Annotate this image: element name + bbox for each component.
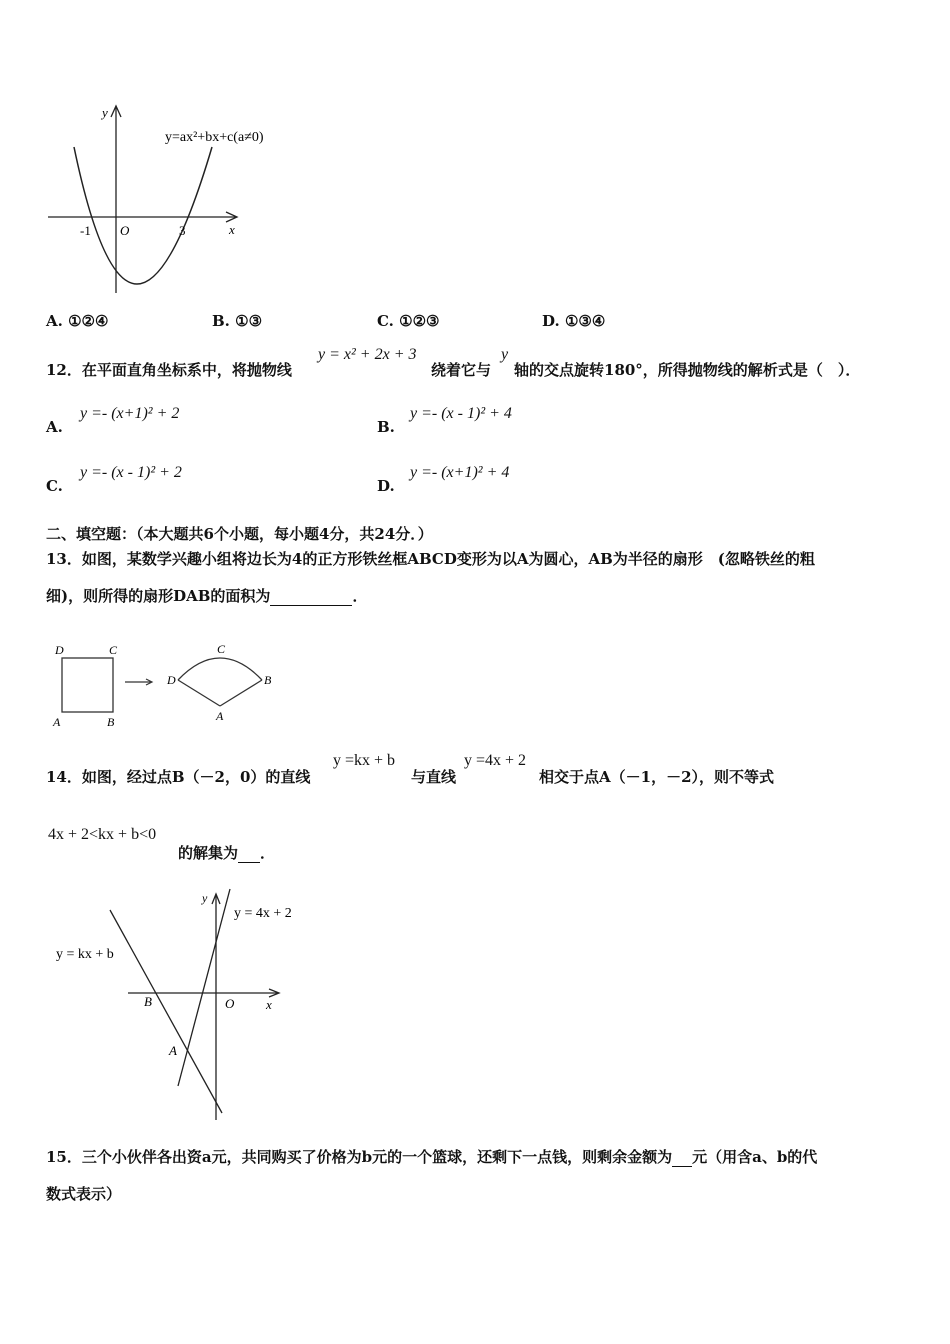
fig11-origin: O xyxy=(120,223,130,238)
q13-line2-text: 细)，则所得的扇形DAB的面积为 xyxy=(46,587,271,605)
q12-option-c-label[interactable]: C. xyxy=(46,477,63,495)
fig11-equation: y=ax²+bx+c(a≠0) xyxy=(165,130,264,145)
fig14-point-A: A xyxy=(169,1043,177,1058)
q15-line1-end: 元（用含a、b的代 xyxy=(692,1148,818,1166)
q12-suffix: 轴的交点旋转180°，所得抛物线的解析式是（ ）． xyxy=(514,361,861,379)
fig14-x-label: x xyxy=(266,997,272,1012)
q14-ineq-suffix: 的解集为 xyxy=(178,844,239,862)
two-lines-figure xyxy=(48,880,318,1130)
q11-option-b-value: ①③ xyxy=(235,312,263,330)
q11-option-c[interactable] xyxy=(377,312,439,330)
q15-line1 xyxy=(46,1146,817,1167)
q11-option-a-value: ①②④ xyxy=(68,312,109,330)
q13-line2-end: ． xyxy=(352,587,368,605)
fig13-sector-D: D xyxy=(167,673,176,687)
q14-prefix: 14．如图，经过点B（－2，0）的直线 xyxy=(46,768,311,786)
section-2-heading: 二、填空题：（本大题共6个小题，每小题4分，共24分．） xyxy=(46,525,433,543)
q15-line1-text: 15．三个小伙伴各出资a元，共同购买了价格为b元的一个篮球，还剩下一点钱，则剩余金额为 xyxy=(46,1148,673,1166)
fig13-square-D: D xyxy=(55,643,64,657)
q14-suffix: 相交于点A（－1，－2），则不等式 xyxy=(539,768,775,786)
q11-option-c-value: ①②③ xyxy=(399,312,440,330)
q15-answer-blank[interactable] xyxy=(672,1148,692,1167)
q11-option-c-label: C. xyxy=(377,312,394,330)
fig13-sector-B: B xyxy=(264,673,272,687)
q11-option-a[interactable] xyxy=(46,312,108,330)
fig13-square xyxy=(62,658,113,712)
fig14-y-label: y xyxy=(202,891,208,905)
q11-option-b-label: B. xyxy=(212,312,230,330)
fig14-line2-label: y = 4x + 2 xyxy=(234,906,292,921)
q12-var: y xyxy=(501,346,509,363)
q12-mid: 绕着它与 xyxy=(431,361,492,379)
q12-prefix: 12．在平面直角坐标系中，将抛物线 xyxy=(46,361,292,379)
q14-formula1: y =kx + b xyxy=(333,752,396,769)
q15-line2: 数式表示） xyxy=(46,1185,122,1203)
fig13-sector-AB xyxy=(220,680,262,706)
fig11-parabola xyxy=(74,147,212,284)
q11-option-d-label: D. xyxy=(542,312,560,330)
fig13-sector-AD xyxy=(178,680,220,706)
fig14-line-4x-2 xyxy=(178,889,230,1086)
fig11-tick-left: -1 xyxy=(80,223,91,238)
q12-formula: y = x² + 2x + 3 xyxy=(318,346,417,363)
q12-option-b-label[interactable]: B. xyxy=(377,418,395,436)
q11-option-b[interactable] xyxy=(212,312,262,330)
q14-end: ． xyxy=(260,844,276,862)
parabola-figure xyxy=(40,95,310,300)
q13-answer-blank[interactable] xyxy=(270,587,352,606)
fig13-sector-A: A xyxy=(216,709,224,723)
fig13-square-C: C xyxy=(109,643,118,657)
q13-line2 xyxy=(46,585,367,606)
q12-option-b-formula: y =- (x - 1)² + 4 xyxy=(410,405,512,422)
q13-line1: 13．如图，某数学兴趣小组将边长为4的正方形铁丝框ABCD变形为以A为圆心，AB为半径的扇形 (忽略铁丝的粗 xyxy=(46,550,815,568)
fig14-point-B: B xyxy=(144,994,152,1009)
fig13-sector-arc xyxy=(178,658,262,680)
q12-option-d-label[interactable]: D. xyxy=(377,477,395,495)
fig14-origin: O xyxy=(225,996,235,1011)
fig11-x-label: x xyxy=(229,222,235,237)
q12-option-a-formula: y =- (x+1)² + 2 xyxy=(80,405,180,422)
q11-option-a-label: A. xyxy=(46,312,63,330)
q11-option-d[interactable] xyxy=(542,312,605,330)
q14-mid: 与直线 xyxy=(411,768,457,786)
fig13-square-B: B xyxy=(107,715,115,729)
fig11-y-label: y xyxy=(102,105,108,120)
q12-option-c-formula: y =- (x - 1)² + 2 xyxy=(80,464,182,481)
q14-inequality: 4x + 2<kx + b<0 xyxy=(48,826,157,843)
q14-answer-blank[interactable] xyxy=(238,844,260,863)
fig14-line-kx-b xyxy=(110,910,222,1113)
fig13-square-A: A xyxy=(53,715,61,729)
q12-option-a-label[interactable]: A. xyxy=(46,418,63,436)
q14-formula2: y =4x + 2 xyxy=(464,752,527,769)
q12-option-d-formula: y =- (x+1)² + 4 xyxy=(410,464,510,481)
q11-option-d-value: ①③④ xyxy=(564,312,606,330)
fig11-tick-right: 3 xyxy=(179,223,186,238)
fig14-line1-label: y = kx + b xyxy=(56,947,114,962)
square-to-sector-figure xyxy=(45,638,285,733)
fig13-sector-C: C xyxy=(217,642,226,656)
q14-ineq-line xyxy=(178,842,275,863)
